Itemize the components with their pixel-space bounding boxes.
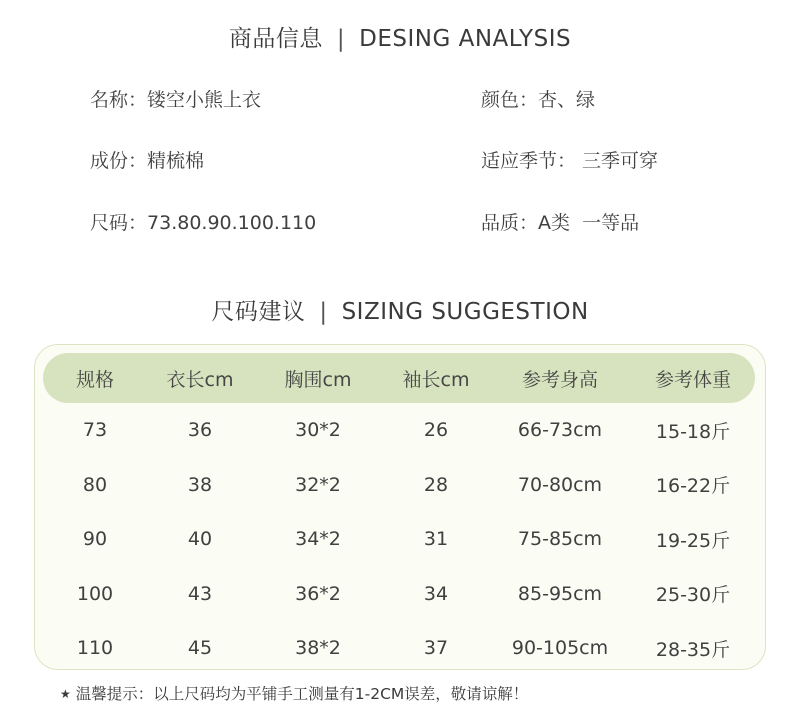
header-size: 规格 [75, 368, 114, 391]
cell-size: 73 [82, 419, 108, 442]
size-table [34, 344, 766, 670]
info-season-label: 适应季节： [481, 150, 577, 172]
cell-chest: 36*2 [295, 582, 341, 605]
cell-weight: 15-18斤 [655, 420, 731, 443]
cell-weight: 28-35斤 [655, 638, 731, 661]
cell-chest: 38*2 [295, 637, 341, 660]
cell-length: 43 [187, 582, 213, 605]
cell-height: 66-73cm [517, 419, 603, 442]
cell-length: 36 [187, 419, 213, 442]
star-icon: ★ [60, 687, 71, 701]
cell-height: 75-85cm [517, 528, 603, 551]
cell-sleeve: 26 [423, 419, 449, 442]
cell-size: 110 [76, 637, 114, 660]
product-info-title-en: DESING ANALYSIS [359, 26, 572, 52]
warm-tip-text: 温馨提示：以上尺码均为平铺手工测量有1-2CM误差，敬请谅解！ [75, 685, 529, 703]
warm-tip [60, 682, 528, 704]
info-name-value: 镂空小熊上衣 [147, 89, 262, 111]
cell-height: 90-105cm [511, 637, 609, 660]
info-quality [481, 208, 639, 235]
info-color-label: 颜色： [481, 89, 539, 111]
info-quality-value: A类 一等品 [538, 212, 640, 234]
product-info-title-cn: 商品信息 [228, 26, 323, 52]
cell-size: 90 [82, 528, 108, 551]
header-height: 参考身高 [521, 368, 598, 391]
info-material [90, 146, 204, 173]
table-row [43, 512, 755, 567]
info-color-value: 杏、绿 [538, 89, 596, 111]
info-quality-label: 品质： [481, 212, 539, 234]
cell-sleeve: 37 [423, 637, 449, 660]
info-size-value: 73.80.90.100.110 [147, 212, 317, 234]
cell-length: 38 [187, 473, 213, 496]
cell-weight: 16-22斤 [655, 475, 731, 498]
cell-chest: 34*2 [295, 528, 341, 551]
product-info-title [0, 20, 800, 53]
header-chest: 胸围cm [284, 368, 352, 391]
info-material-value: 精梳棉 [147, 150, 205, 172]
table-row [43, 567, 755, 622]
table-row [43, 403, 755, 458]
cell-height: 85-95cm [517, 582, 603, 605]
header-sleeve: 袖长cm [402, 368, 470, 391]
size-table-header [43, 353, 755, 403]
cell-chest: 30*2 [295, 419, 341, 442]
cell-sleeve: 31 [423, 528, 449, 551]
info-color [481, 85, 595, 112]
sizing-title-en: SIZING SUGGESTION [341, 299, 589, 325]
header-weight: 参考体重 [654, 368, 731, 391]
cell-size: 80 [82, 473, 108, 496]
cell-height: 70-80cm [517, 473, 603, 496]
header-length: 衣长cm [166, 368, 234, 391]
cell-length: 40 [187, 528, 213, 551]
info-size [90, 208, 316, 235]
info-name [90, 85, 261, 112]
info-size-label: 尺码： [90, 212, 148, 234]
info-season-value: 三季可穿 [576, 150, 659, 172]
table-row [43, 621, 755, 676]
sizing-title-cn: 尺码建议 [211, 299, 306, 325]
title-separator: | [336, 26, 346, 52]
info-season [481, 146, 658, 173]
cell-sleeve: 28 [423, 473, 449, 496]
cell-sleeve: 34 [423, 582, 449, 605]
title-separator: | [319, 299, 328, 325]
size-table-body [43, 403, 755, 676]
info-material-label: 成份： [90, 150, 148, 172]
cell-chest: 32*2 [295, 473, 341, 496]
cell-length: 45 [187, 637, 213, 660]
cell-size: 100 [76, 582, 114, 605]
info-name-label: 名称： [90, 89, 148, 111]
table-row [43, 458, 755, 513]
sizing-title [0, 293, 800, 326]
cell-weight: 19-25斤 [655, 529, 731, 552]
cell-weight: 25-30斤 [655, 584, 731, 607]
